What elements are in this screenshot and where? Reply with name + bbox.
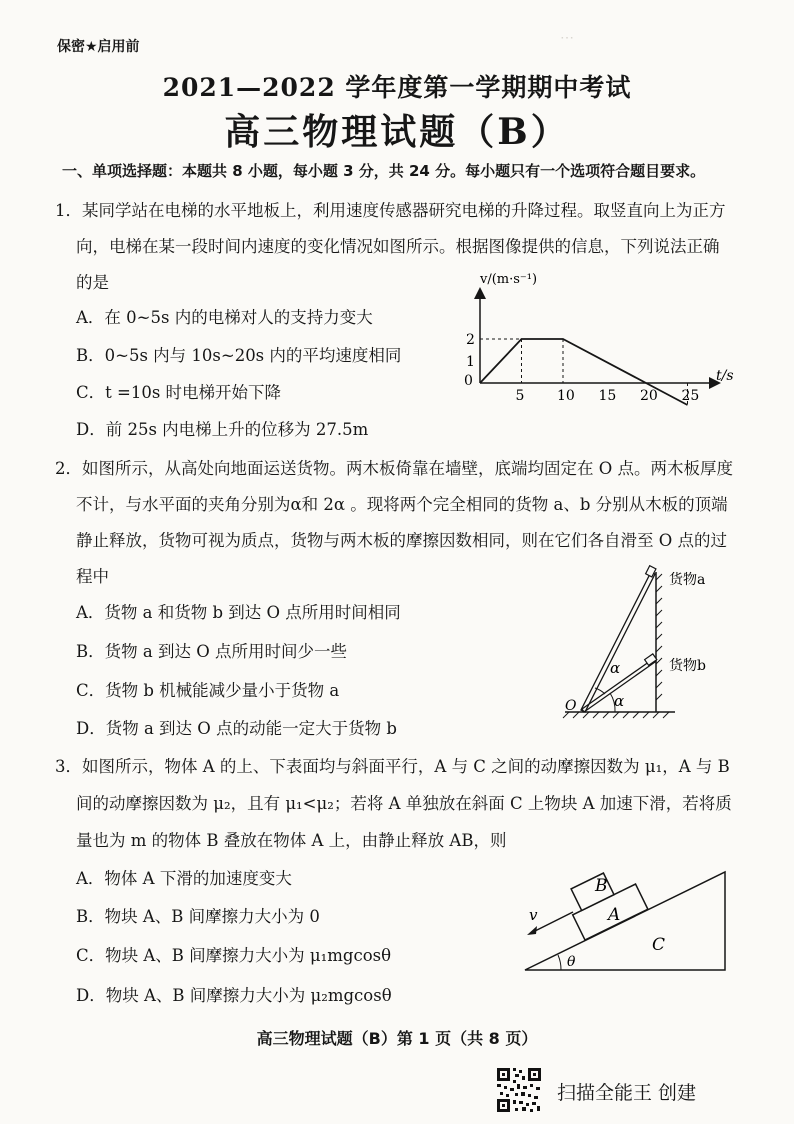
q2-stem-line-2: 不计，与水平面的夹角分别为α和 2α 。现将两个完全相同的货物 a、b 分别从木板的顶端	[76, 495, 728, 514]
cargo-a-label: 货物a	[669, 572, 706, 588]
origin-label: 0	[464, 373, 473, 389]
q1-option-b: B．0~5s 内与 10s~20s 内的平均速度相同	[76, 346, 402, 365]
theta-label: θ	[567, 954, 576, 970]
q3-option-b: B．物块 A、B 间摩擦力大小为 0	[76, 907, 320, 926]
cargo-b-label: 货物b	[669, 658, 706, 674]
x-tick-label: 25	[681, 388, 700, 404]
q2-option-a: A．货物 a 和货物 b 到达 O 点所用时间相同	[76, 603, 401, 622]
q3-option-d: D．物块 A、B 间摩擦力大小为 μ₂mgcosθ	[76, 986, 392, 1005]
x-axis-label: t/s	[716, 368, 734, 384]
qr-code-icon	[495, 1066, 543, 1114]
q1-option-d: D．前 25s 内电梯上升的位移为 27.5m	[76, 420, 369, 439]
block-b-label: B	[595, 876, 608, 896]
exam-year-heading: 2021—2022 学年度第一学期期中考试	[162, 73, 632, 102]
q3-stem-line-2: 间的动摩擦因数为 μ₂，且有 μ₁<μ₂；若将 A 单独放在斜面 C 上物块 A 加速下滑，若将质	[76, 794, 732, 813]
scanner-watermark-label: 扫描全能王 创建	[557, 1082, 697, 1104]
q1-stem-line-3: 的是	[76, 273, 109, 292]
q2-option-c: C．货物 b 机械能减少量小于货物 a	[76, 681, 340, 700]
q2-stem-line-1: 2．如图所示，从高处向地面运送货物。两木板倚靠在墙壁，底端均固定在 O 点。两木板厚度	[55, 459, 734, 478]
q2-stem-line-4: 程中	[76, 567, 109, 586]
q2-option-d: D．货物 a 到达 O 点的动能一定大于货物 b	[76, 719, 397, 738]
x-tick-label: 5	[515, 388, 525, 404]
x-tick-label: 10	[557, 388, 575, 404]
q1-option-c: C．t =10s 时电梯开始下降	[76, 383, 282, 402]
block-a-label: A	[608, 905, 621, 925]
velocity-label: v	[529, 906, 538, 924]
ground-hatching	[563, 712, 669, 718]
inclined-boards-figure	[555, 560, 730, 720]
angle-label-lower: α	[614, 692, 625, 710]
q2-stem-line-3: 静止释放，货物可视为质点，货物与两木板的摩擦因数相同，则在它们各自滑至 O 点的过	[76, 531, 728, 550]
bleed-through-text: ⋯	[560, 30, 574, 46]
x-tick-label: 15	[598, 388, 617, 404]
stacked-blocks-figure	[505, 860, 735, 980]
wall-hatching	[656, 574, 662, 700]
x-tick-label: 20	[640, 388, 658, 404]
q1-stem-line-2: 向，电梯在某一段时间内速度的变化情况如图所示。根据图像提供的信息，下列说法正确	[76, 237, 720, 256]
confidential-mark: 保密★启用前	[57, 39, 140, 55]
y-axis-label: v/(m·s⁻¹)	[480, 272, 538, 287]
q3-option-c: C．物块 A、B 间摩擦力大小为 μ₁mgcosθ	[76, 946, 392, 965]
q3-stem-line-1: 3．如图所示，物体 A 的上、下表面均与斜面平行，A 与 C 之间的动摩擦因数为 μ₁，A 与 B	[55, 757, 730, 776]
angle-arc-upper	[595, 688, 605, 694]
q3-option-a: A．物体 A 下滑的加速度变大	[76, 869, 292, 888]
velocity-time-graph	[440, 272, 740, 410]
q1-option-a: A．在 0~5s 内的电梯对人的支持力变大	[76, 308, 373, 327]
page-title: 高三物理试题（B）	[224, 111, 570, 153]
page-footer: 高三物理试题（B）第 1 页（共 8 页）	[256, 1029, 538, 1048]
incline-c-label: C	[652, 935, 666, 955]
velocity-arrow	[533, 912, 573, 932]
q1-stem-line-1: 1．某同学站在电梯的水平地板上，利用速度传感器研究电梯的升降过程。取竖直向上为正方	[55, 201, 726, 220]
section-heading: 一、单项选择题：本题共 8 小题，每小题 3 分，共 24 分。每小题只有一个选项符合题目要求。	[62, 162, 706, 180]
y-tick-label: 2	[466, 332, 475, 348]
y-tick-label: 1	[466, 354, 475, 370]
point-o-label: O	[565, 698, 577, 714]
theta-arc	[558, 955, 561, 970]
q2-option-b: B．货物 a 到达 O 点所用时间少一些	[76, 642, 347, 661]
stacked-blocks	[562, 863, 648, 940]
steep-board	[581, 572, 655, 712]
velocity-arrowhead	[527, 926, 537, 935]
angle-label-upper: α	[610, 659, 621, 677]
q3-stem-line-3: 量也为 m 的物体 B 叠放在物体 A 上，由静止释放 AB，则	[76, 831, 507, 850]
